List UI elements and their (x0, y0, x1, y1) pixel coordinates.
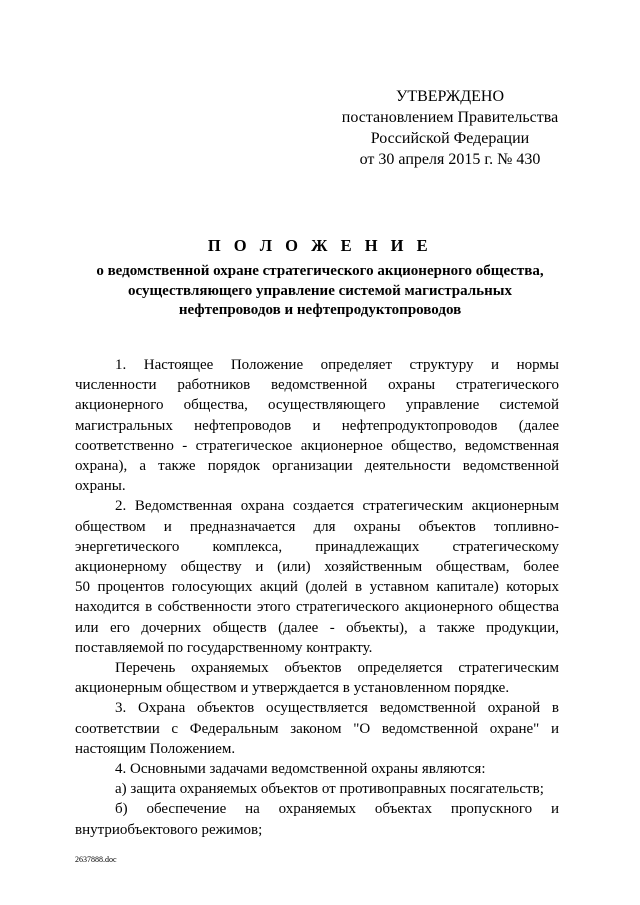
paragraph-4-item-b (75, 799, 559, 839)
text-line: численности работников ведомственной охраны стратегического (75, 377, 559, 394)
paragraph-3 (75, 698, 559, 759)
text-line: или его дочерних обществ (далее - объекты), а также продукции, (75, 619, 559, 636)
text-line: акционерного общества, осуществляющего управление системой (75, 397, 559, 414)
text-line: соответственно - стратегическое акционерное общество, ведомственная (75, 437, 559, 454)
text-line: энергетического комплекса, принадлежащих стратегическому (75, 538, 559, 555)
text-line: внутриобъектового режимов; (75, 821, 263, 838)
text-line: акционерным обществом и утверждается в установленном порядке. (75, 680, 510, 697)
text-line: б) обеспечение на охраняемых объектах пропускного и (115, 801, 559, 818)
text-line: находится в собственности этого стратегического акционерного общества (75, 599, 559, 616)
text-line: 3. Охрана объектов осуществляется ведомственной охраной в (115, 700, 559, 717)
text-line: 2. Ведомственная охрана создается стратегическим акционерным (115, 498, 559, 515)
subtitle-line: о ведомственной охране стратегического акционерного общества, (96, 263, 544, 279)
paragraph-4-item-a (75, 779, 559, 799)
text-line: охраны. (75, 478, 126, 495)
text-line: акционерному обществу и (или) хозяйственным обществам, более (75, 559, 559, 576)
subtitle-line: нефтепроводов и нефтепродуктопроводов (178, 302, 462, 318)
text-line: Перечень охраняемых объектов определяется стратегическим (115, 660, 559, 677)
document-title: П О Л О Ж Е Н И Е (207, 236, 433, 255)
text-line: 4. Основными задачами ведомственной охраны являются: (115, 761, 486, 778)
document-subtitle (70, 262, 570, 321)
text-line: обществом и предназначается для охраны объектов топливно- (75, 518, 559, 535)
file-name-footer: 2637888.doc (75, 855, 117, 864)
text-line: 1. Настоящее Положение определяет структуру и нормы (115, 357, 559, 373)
document-body (75, 355, 559, 840)
text-line: охрана), а также порядок организации деятельности ведомственной (75, 458, 559, 475)
text-line: поставляемой по государственному контракту. (75, 639, 373, 656)
paragraph-2-list-note (75, 658, 559, 698)
text-line: соответствии с Федеральным законом "О ведомственной охране" и (75, 720, 559, 737)
approval-line: постановлением Правительства (341, 109, 559, 126)
paragraph-2 (75, 496, 559, 658)
paragraph-1 (75, 355, 559, 496)
text-line: 50 процентов голосующих акций (долей в уставном капитале) которых (75, 579, 559, 596)
text-line: магистральных нефтепроводов и нефтепродуктопроводов (далее (75, 417, 559, 434)
subtitle-line: осуществляющего управление системой магистральных (128, 282, 512, 299)
approval-title: УТВЕРЖДЕНО (395, 88, 504, 105)
approval-date-number: от 30 апреля 2015 г. № 430 (359, 151, 541, 168)
approval-line: Российской Федерации (370, 130, 530, 147)
text-line: а) защита охраняемых объектов от противоправных посягательств; (115, 781, 544, 798)
approval-stamp (330, 86, 570, 170)
paragraph-4 (75, 759, 559, 779)
text-line: настоящим Положением. (75, 740, 236, 757)
